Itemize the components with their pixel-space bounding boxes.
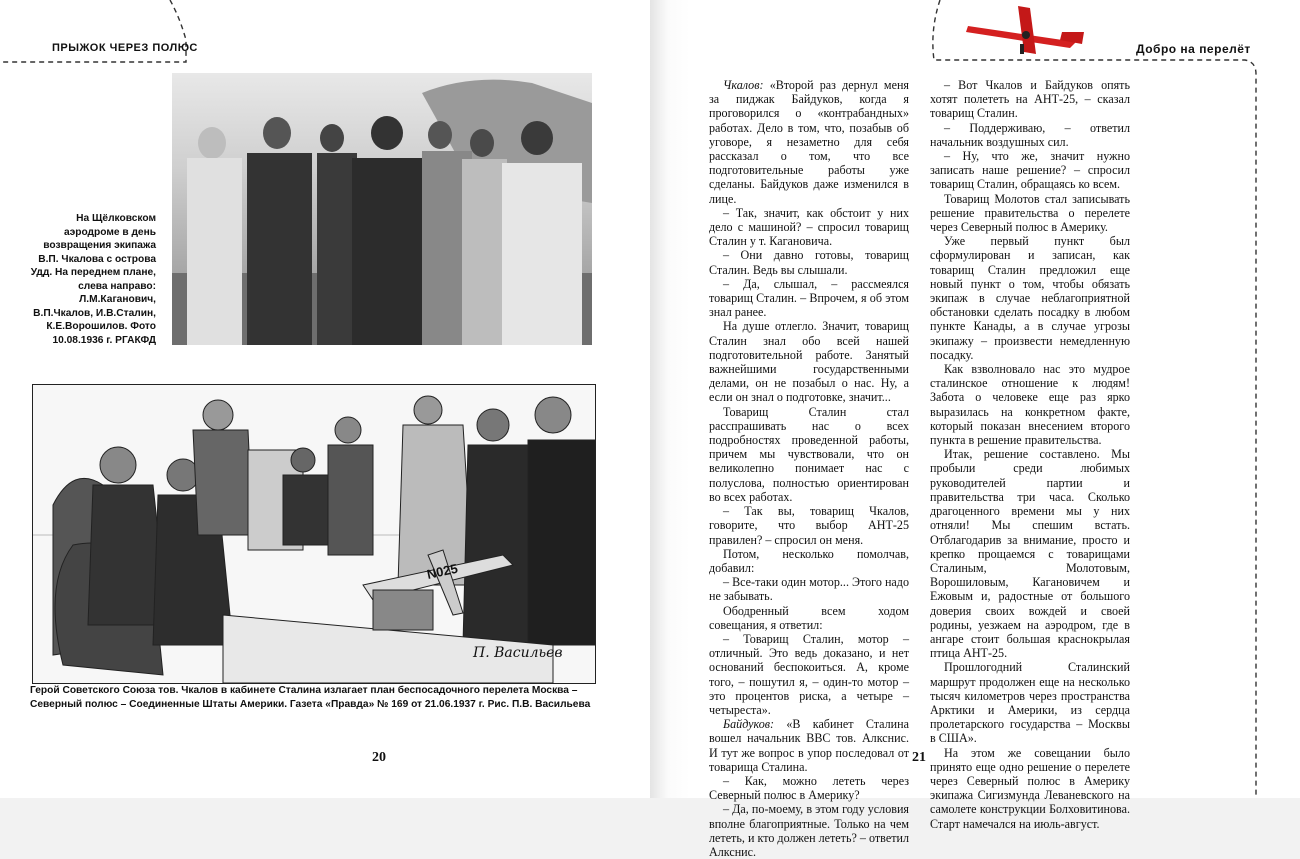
paragraph <box>709 717 909 774</box>
paragraph: Прошлогодний Сталинский маршрут продолжен еще на несколько тысяч километров через пространства Арктики и Америки, из сердца пролетарского государства – Москвы в США». <box>930 660 1130 746</box>
paragraph: На этом же совещании было принято еще одно решение о перелете через Северный полюс в Америку экипажа Сигизмунда Леваневского на самолете конструкции Болховитинова. Старт намечался на июль-август. <box>930 745 1130 831</box>
running-header-left: ПРЫЖОК ЧЕРЕЗ ПОЛЮС <box>52 42 198 54</box>
paragraph: – Поддерживаю, – ответил начальник воздушных сил. <box>930 120 1130 149</box>
paragraph: – Вот Чкалов и Байдуков опять хотят полететь на АНТ-25, – сказал товарищ Сталин. <box>930 78 1130 121</box>
paragraph: Ободренный всем ходом совещания, я ответил: <box>709 603 909 632</box>
paragraph: – Так, значит, как обстоит у них дело с машиной? – спросил товарищ Сталин у т. Кагановича. <box>709 205 909 249</box>
paragraph: Товарищ Молотов стал записывать решение правительства о перелете через Северный полюс в Америку. <box>930 191 1130 235</box>
paragraph <box>709 78 909 206</box>
paragraph: Уже первый пункт был сформулирован и записан, как товарищ Сталин предложил еще новый пункт о том, чтобы обязать экипаж в случае неблагоприятной обстановки сделать посадку в любом пункте Канады, а в случае угрозы экипажу – произвести немедленную посадку. <box>930 234 1130 362</box>
paragraph: Потом, несколько помолчав, добавил: <box>709 546 909 575</box>
paragraph: – Ну, что же, значит нужно записать наше решение? – спросил товарищ Сталин, обращаясь ко всем. <box>930 149 1130 192</box>
text-column-1 <box>709 78 909 859</box>
drawing-plane-marking: N025 <box>425 560 460 582</box>
stalin-office-drawing <box>32 384 596 684</box>
paragraph: – Как, можно лететь через Северный полюс в Америку? <box>709 773 909 803</box>
paragraph-text: «В кабинет Сталина вошел начальник ВВС тов. Алкснис. И тут же вопрос в упор последовал от товарища Сталина. <box>709 717 909 774</box>
paragraph-text: «Второй раз дернул меня за пиджак Байдуков, когда я проговорился о «контрабандных» работах. Дело в том, что, позабыв об уговоре, я незаметно для себя рассказал о том, что все подготовительные работы уже сделаны. Байдуков даже изменился в лице. <box>709 78 909 206</box>
speaker-label: Чкалов: <box>723 78 764 92</box>
page-number-right: 21 <box>912 750 926 765</box>
paragraph: – Все-таки один мотор... Этого надо не забывать. <box>709 575 909 604</box>
airfield-photo-caption: На Щёлковском аэродроме в день возвращения экипажа В.П. Чкалова с острова Удд. На переднем плане, слева направо: Л.М.Каганович, В.П.Чкалов, И.В.Сталин, К.Е.Ворошилов. Фото 10.08.1936 г. РГАКФД <box>30 213 156 346</box>
page-number-left: 20 <box>372 750 386 765</box>
paragraph: – Так вы, товарищ Чкалов, говорите, что выбор АНТ-25 правилен? – спросил он меня. <box>709 504 909 547</box>
paragraph: – Они давно готовы, товарищ Сталин. Ведь вы слышали. <box>709 248 909 277</box>
right-page <box>650 0 1300 859</box>
drawing-signature: П. Васильев <box>473 645 563 661</box>
text-column-2 <box>930 78 1130 831</box>
paragraph: – Да, слышал, – рассмеялся товарищ Сталин. – Впрочем, я об этом знал ранее. <box>709 276 909 320</box>
airfield-photo <box>172 73 592 345</box>
paragraph: – Товарищ Сталин, мотор – отличный. Это ведь доказано, и нет оснований беспокоиться. А, кроме того, – пошутил я, – один-то мотор – это процентов риска, а четыре – четыреста». <box>709 631 909 717</box>
paragraph: Как взволновало нас это мудрое сталинское отношение к людям! Забота о человеке еще раз ярко выразилась на конкретном факте, который показан внесением второго пункта в решение правительства. <box>930 362 1130 448</box>
paragraph: Итак, решение составлено. Мы пробыли среди любимых руководителей партии и правительства три часа. Сколько драгоценного времени мы у них отняли! Мы спешим встать. Отблагодарив за внимание, просто и крепко прощаемся с товарищами Сталиным, Молотовым, Ворошиловым, Кагановичем и Ежовым и, радостные от большого доверия своих вождей и своей родины, уезжаем на аэродром, где в ангаре стоит большая краснокрылая птица АНТ-25. <box>930 447 1130 661</box>
paragraph: На душе отлегло. Значит, товарищ Сталин знал обо всей нашей подготовительной работе. Занятый важнейшими государственными делами, он не позабыл о нас. Ну, а если он знал о подготовке, значит... <box>709 319 909 405</box>
paragraph: – Да, по-моему, в этом году условия вполне благоприятные. Только на чем лететь, и кто должен лететь? – ответил Алкснис. <box>709 802 909 859</box>
red-plane-icon <box>958 2 1088 58</box>
paragraph: Товарищ Сталин стал расспрашивать нас о всех подробностях проведенной работы, причем мы чувствовали, что он великолепно понимает нас с полуслова, полностью ориентирован во всех работах. <box>709 404 909 504</box>
running-header-right: Добро на перелёт <box>1136 42 1251 56</box>
left-page <box>0 0 650 798</box>
speaker-label: Байдуков: <box>723 717 775 732</box>
stalin-office-drawing-image <box>33 385 595 683</box>
drawing-caption: Герой Советского Союза тов. Чкалов в кабинете Сталина излагает план беспосадочного перелета Москва – Северный полюс – Соединенные Штаты Америки. Газета «Правда» № 169 от 21.06.1937 г. Рис. П.В. Васильева <box>30 685 591 710</box>
airfield-photo-image <box>172 73 592 345</box>
